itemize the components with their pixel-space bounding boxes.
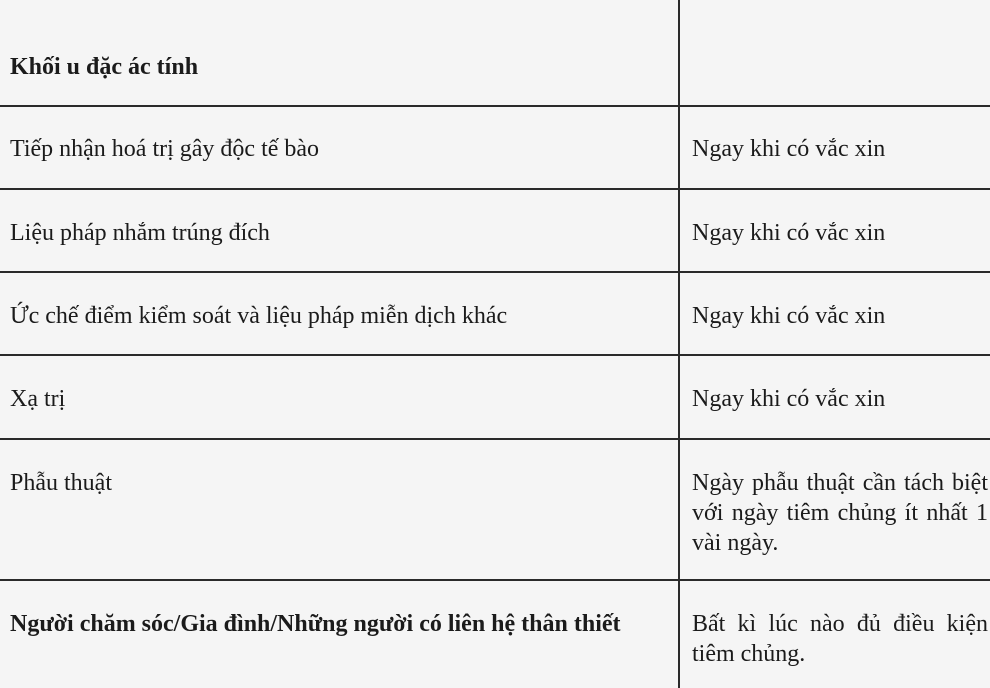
row-value: Ngay khi có vắc xin [692,220,886,246]
section-heading-value: Bất kì lúc nào đủ điều kiện tiêm chủng. [692,611,988,667]
row-label: Liệu pháp nhắm trúng đích [10,220,270,246]
row-label: Tiếp nhận hoá trị gây độc tế bào [10,136,320,162]
row-value: Ngay khi có vắc xin [692,303,886,329]
row-label: Ức chế điểm kiểm soát và liệu pháp miễn dịch khác [10,303,508,329]
row-value: Ngày phẫu thuật cần tách biệt với ngày tiêm chủng ít nhất 1 vài ngày. [692,470,988,556]
row-divider [0,354,990,356]
row-divider [0,105,990,107]
row-label: Phẫu thuật [10,470,112,496]
row-divider [0,579,990,581]
row-divider [0,438,990,440]
row-label: Xạ trị [10,386,66,412]
row-value: Ngay khi có vắc xin [692,136,886,162]
section-heading: Khối u đặc ác tính [10,54,199,80]
section-heading: Người chăm sóc/Gia đình/Những người có liên hệ thân thiết [10,611,621,637]
column-divider [678,0,680,688]
row-divider [0,188,990,190]
row-divider [0,271,990,273]
row-value: Ngay khi có vắc xin [692,386,886,412]
